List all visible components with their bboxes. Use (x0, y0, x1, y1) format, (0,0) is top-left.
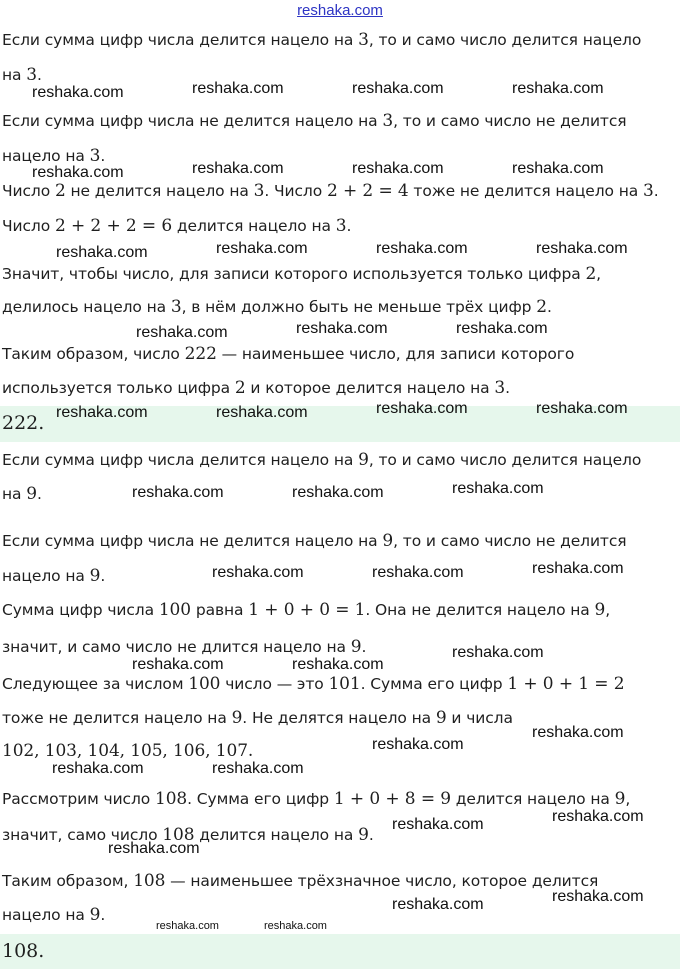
math-expression: 9 (89, 905, 101, 925)
text-segment: . (505, 379, 510, 397)
math-expression: 9 (594, 600, 606, 620)
text-segment: . (346, 217, 352, 235)
text-segment: . (361, 638, 367, 656)
math-expression: 1 + 0 + 1 = 2 (507, 674, 625, 694)
text-line (2, 566, 105, 586)
math-expression: 3 (382, 111, 394, 131)
text-line (2, 344, 574, 364)
text-segment: значит, и само число не длится нацело на (2, 638, 351, 656)
text-line (2, 741, 253, 761)
text-segment: Число (2, 217, 55, 235)
text-segment: , то и само число не делится (393, 112, 627, 130)
math-expression: 3 (358, 30, 369, 50)
math-expression: 102, 103, 104, 105, 106, 107. (2, 741, 254, 761)
text-segment: . Число (264, 182, 327, 200)
text-segment: . (368, 826, 374, 844)
text-segment: нацело на (2, 567, 90, 585)
text-line (2, 484, 42, 504)
watermark: reshaka.com (296, 320, 388, 337)
text-line (2, 789, 630, 809)
text-segment: делится нацело на (172, 217, 336, 235)
math-expression: 222 (184, 344, 217, 364)
text-segment: на (2, 66, 27, 84)
text-segment: используется только цифра (2, 379, 235, 397)
watermark: reshaka.com (536, 240, 628, 257)
watermark: reshaka.com (452, 644, 544, 661)
text-line (2, 181, 659, 201)
text-line (2, 600, 610, 620)
answer-value: 108. (2, 940, 45, 962)
text-segment: , то и само число делится нацело (368, 451, 642, 469)
watermark: reshaka.com (376, 240, 468, 257)
text-segment: , то и само число делится нацело (368, 31, 642, 49)
text-line (2, 674, 624, 694)
math-expression: 9 (614, 789, 626, 809)
math-expression: 9 (358, 825, 369, 845)
text-segment: , в нём должно быть не меньше трёх цифр (181, 298, 537, 316)
text-segment: . (100, 906, 106, 924)
math-expression: 100 (188, 674, 221, 694)
math-expression: 108 (162, 825, 195, 845)
text-segment: Сумма цифр числа (2, 601, 159, 619)
text-segment: . Она не делится нацело на (365, 601, 595, 619)
text-segment: и числа (446, 709, 513, 727)
text-segment: . (546, 298, 552, 316)
math-expression: 3 (494, 378, 506, 398)
text-segment: , (625, 790, 631, 808)
text-segment: Следующее за числом (2, 675, 189, 693)
math-expression: 108 (133, 871, 166, 891)
watermark: reshaka.com (452, 480, 544, 497)
watermark: reshaka.com (372, 736, 464, 753)
text-line (2, 531, 627, 551)
watermark: reshaka.com (292, 656, 384, 673)
watermark: reshaka.com (156, 920, 219, 932)
math-expression: 2 + 2 = 4 (326, 181, 409, 201)
math-expression: 9 (89, 566, 101, 586)
watermark: reshaka.com (536, 400, 628, 417)
watermark: reshaka.com (512, 160, 604, 177)
text-segment: Таким образом, (2, 872, 134, 890)
watermark: reshaka.com (136, 324, 228, 341)
watermark: reshaka.com (216, 240, 308, 257)
text-segment: . Сумма его цифр (187, 790, 334, 808)
watermark: reshaka.com (108, 840, 200, 857)
text-segment: Если сумма цифр числа делится нацело на (2, 31, 359, 49)
text-segment: число — это (220, 675, 329, 693)
math-expression: 101 (328, 674, 361, 694)
math-expression: 1 + 0 + 0 = 1 (248, 600, 366, 620)
text-segment: . (100, 567, 106, 585)
text-segment: . (36, 485, 42, 503)
text-segment: нацело на (2, 147, 90, 165)
text-line (2, 111, 627, 131)
text-line (2, 65, 42, 85)
text-segment: , (605, 601, 611, 619)
watermark: reshaka.com (552, 808, 644, 825)
watermark: reshaka.com (264, 920, 327, 932)
watermark: reshaka.com (192, 160, 284, 177)
watermark: reshaka.com (392, 896, 484, 913)
text-line (2, 708, 513, 728)
text-line (2, 297, 552, 317)
text-segment: значит, само число (2, 826, 163, 844)
math-expression: 108 (155, 789, 188, 809)
math-expression: 3 (643, 181, 654, 201)
watermark: reshaka.com (372, 564, 464, 581)
text-segment: на (2, 485, 27, 503)
watermark: reshaka.com (32, 164, 124, 181)
watermark: reshaka.com (56, 244, 148, 261)
text-segment: . Не делятся нацело на (242, 709, 436, 727)
text-line (2, 378, 510, 398)
watermark: reshaka.com (212, 564, 304, 581)
watermark: reshaka.com (376, 400, 468, 417)
watermark: reshaka.com (212, 760, 304, 777)
text-segment: Если сумма цифр числа делится нацело на (2, 451, 359, 469)
text-line (2, 146, 105, 166)
watermark: reshaka.com (512, 80, 604, 97)
text-segment: , (596, 265, 601, 283)
math-expression: 2 (585, 264, 597, 284)
watermark: reshaka.com (56, 404, 148, 421)
watermark: reshaka.com (132, 484, 224, 501)
site-link[interactable]: reshaka.com (297, 2, 383, 19)
text-segment: Рассмотрим число (2, 790, 155, 808)
math-expression: 9 (435, 708, 447, 728)
text-line (2, 905, 105, 925)
text-line (2, 450, 641, 470)
watermark: reshaka.com (392, 816, 484, 833)
watermark: reshaka.com (192, 80, 284, 97)
math-expression: 9 (231, 708, 243, 728)
text-segment: тоже не делится нацело на (2, 709, 232, 727)
watermark: reshaka.com (352, 160, 444, 177)
math-expression: 3 (26, 65, 37, 85)
math-expression: 100 (158, 600, 191, 620)
math-expression: 3 (89, 146, 101, 166)
text-segment: Значит, чтобы число, для записи которого используется только цифра (2, 265, 586, 283)
text-line (2, 30, 641, 50)
math-expression: 1 + 0 + 8 = 9 (333, 789, 451, 809)
math-expression: 2 + 2 + 2 = 6 (54, 216, 173, 236)
math-expression: 2 (536, 297, 547, 317)
text-segment: . (653, 182, 659, 200)
text-segment: равна (191, 601, 249, 619)
text-segment: и которое делится нацело на (245, 379, 495, 397)
text-segment: делилось нацело на (2, 298, 171, 316)
math-expression: 9 (358, 450, 369, 470)
watermark: reshaka.com (132, 656, 224, 673)
math-expression: 2 (234, 378, 246, 398)
watermark: reshaka.com (532, 724, 624, 741)
text-segment: не делится нацело на (65, 182, 254, 200)
text-segment: — наименьшее число, для записи которого (216, 345, 575, 363)
watermark: reshaka.com (456, 320, 548, 337)
text-line (2, 871, 598, 891)
text-segment: — наименьшее трёхзначное число, которое делится (165, 872, 599, 890)
text-segment: , то и само число не делится (393, 532, 627, 550)
math-expression: 3 (170, 297, 182, 317)
text-segment: Число (2, 182, 55, 200)
text-line (2, 264, 601, 284)
watermark: reshaka.com (552, 888, 644, 905)
answer-highlight (0, 934, 680, 969)
watermark: reshaka.com (32, 84, 124, 101)
text-line (2, 637, 366, 657)
math-expression: 3 (253, 181, 265, 201)
text-line (2, 216, 351, 236)
watermark: reshaka.com (532, 560, 624, 577)
text-segment: . Сумма его цифр (360, 675, 508, 693)
math-expression: 9 (350, 637, 362, 657)
text-segment: . (36, 66, 42, 84)
watermark: reshaka.com (352, 80, 444, 97)
math-expression: 3 (335, 216, 347, 236)
math-expression: 9 (382, 531, 394, 551)
text-segment: делится нацело на (194, 826, 359, 844)
watermark: reshaka.com (52, 760, 144, 777)
watermark: reshaka.com (292, 484, 384, 501)
text-segment: тоже не делится нацело на (408, 182, 644, 200)
text-segment: делится нацело на (450, 790, 615, 808)
math-expression: 9 (26, 484, 37, 504)
answer-value: 222. (2, 412, 45, 434)
text-segment: нацело на (2, 906, 90, 924)
math-expression: 2 (54, 181, 66, 201)
text-segment: Если сумма цифр числа не делится нацело на (2, 112, 383, 130)
text-segment: . (100, 147, 106, 165)
text-segment: Если сумма цифр числа не делится нацело на (2, 532, 383, 550)
watermark: reshaka.com (216, 404, 308, 421)
text-segment: Таким образом, число (2, 345, 185, 363)
